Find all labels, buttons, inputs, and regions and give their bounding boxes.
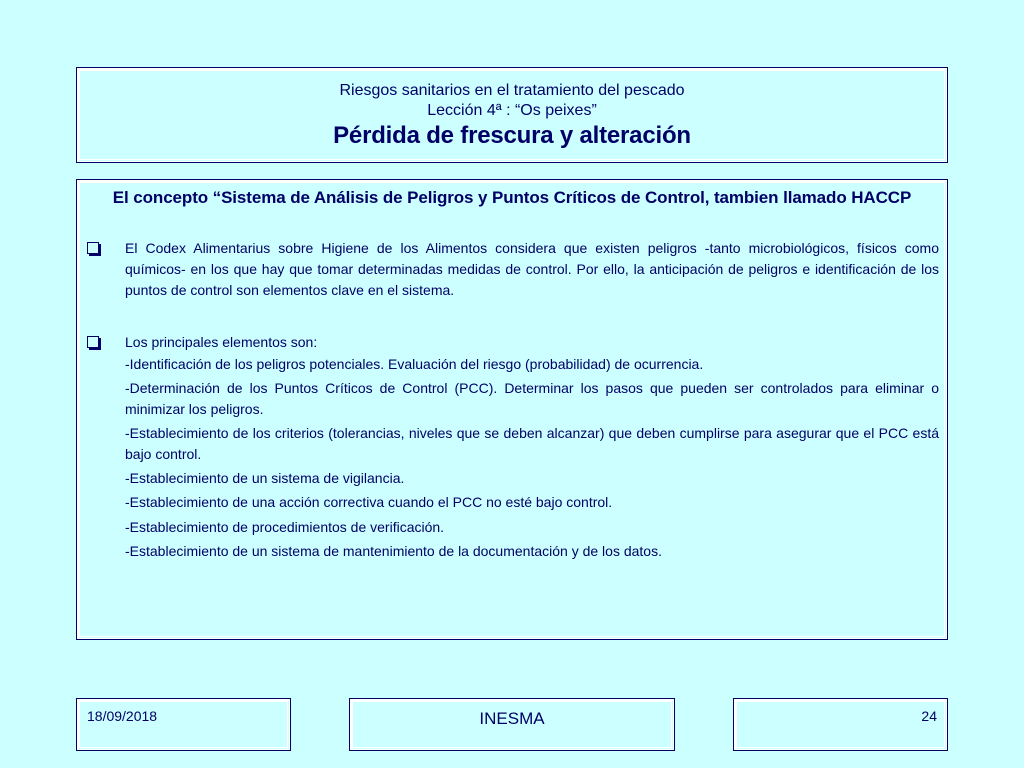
elements-intro: Los principales elementos son: xyxy=(125,334,318,350)
footer-date: 18/09/2018 xyxy=(87,708,158,724)
list-item: -Identificación de los peligros potenciales. Evaluación del riesgo (probabilidad) de ocurrencia. xyxy=(125,356,704,372)
list-item: -Establecimiento de una acción correctiva cuando el PCC no esté bajo control. xyxy=(125,494,613,510)
list-item: -Establecimiento de un sistema de vigilancia. xyxy=(125,470,405,486)
footer-organization-box xyxy=(349,698,675,751)
codex-paragraph: El Codex Alimentarius sobre Higiene de los Alimentos considera que existen peligros -tanto microbiológicos, físicos como químicos- en los que hay que tomar determinadas medidas de control. Por ello, la anticipación de peligros e identificación de los puntos de control son elementos clave en el sistema. xyxy=(125,240,939,298)
header-panel xyxy=(76,67,948,163)
list-item: -Determinación de los Puntos Críticos de Control (PCC). Determinar los pasos que pueden ser controlados para eliminar o minimizar los peligros. xyxy=(125,380,939,417)
checkbox-bullet-icon xyxy=(87,336,99,348)
checkbox-bullet-icon xyxy=(87,242,99,254)
footer-date-box xyxy=(76,698,291,751)
page-title: Pérdida de frescura y alteración xyxy=(333,122,691,149)
content-panel xyxy=(76,179,948,640)
footer-organization: INESMA xyxy=(479,709,545,728)
list-item: -Establecimiento de un sistema de mantenimiento de la documentación y de los datos. xyxy=(125,543,662,559)
page-number: 24 xyxy=(921,708,937,724)
course-title: Riesgos sanitarios en el tratamiento del pescado xyxy=(339,82,685,99)
footer-page-box xyxy=(733,698,948,751)
lesson-title: Lección 4ª : “Os peixes” xyxy=(427,102,597,119)
list-item: -Establecimiento de los criterios (tolerancias, niveles que se deben alcanzar) que deben cumplirse para asegurar que el PCC está bajo control. xyxy=(125,425,939,462)
content-heading: El concepto “Sistema de Análisis de Peligros y Puntos Críticos de Control, tambien llamado HACCP xyxy=(112,188,912,207)
list-item: -Establecimiento de procedimientos de verificación. xyxy=(125,519,445,535)
